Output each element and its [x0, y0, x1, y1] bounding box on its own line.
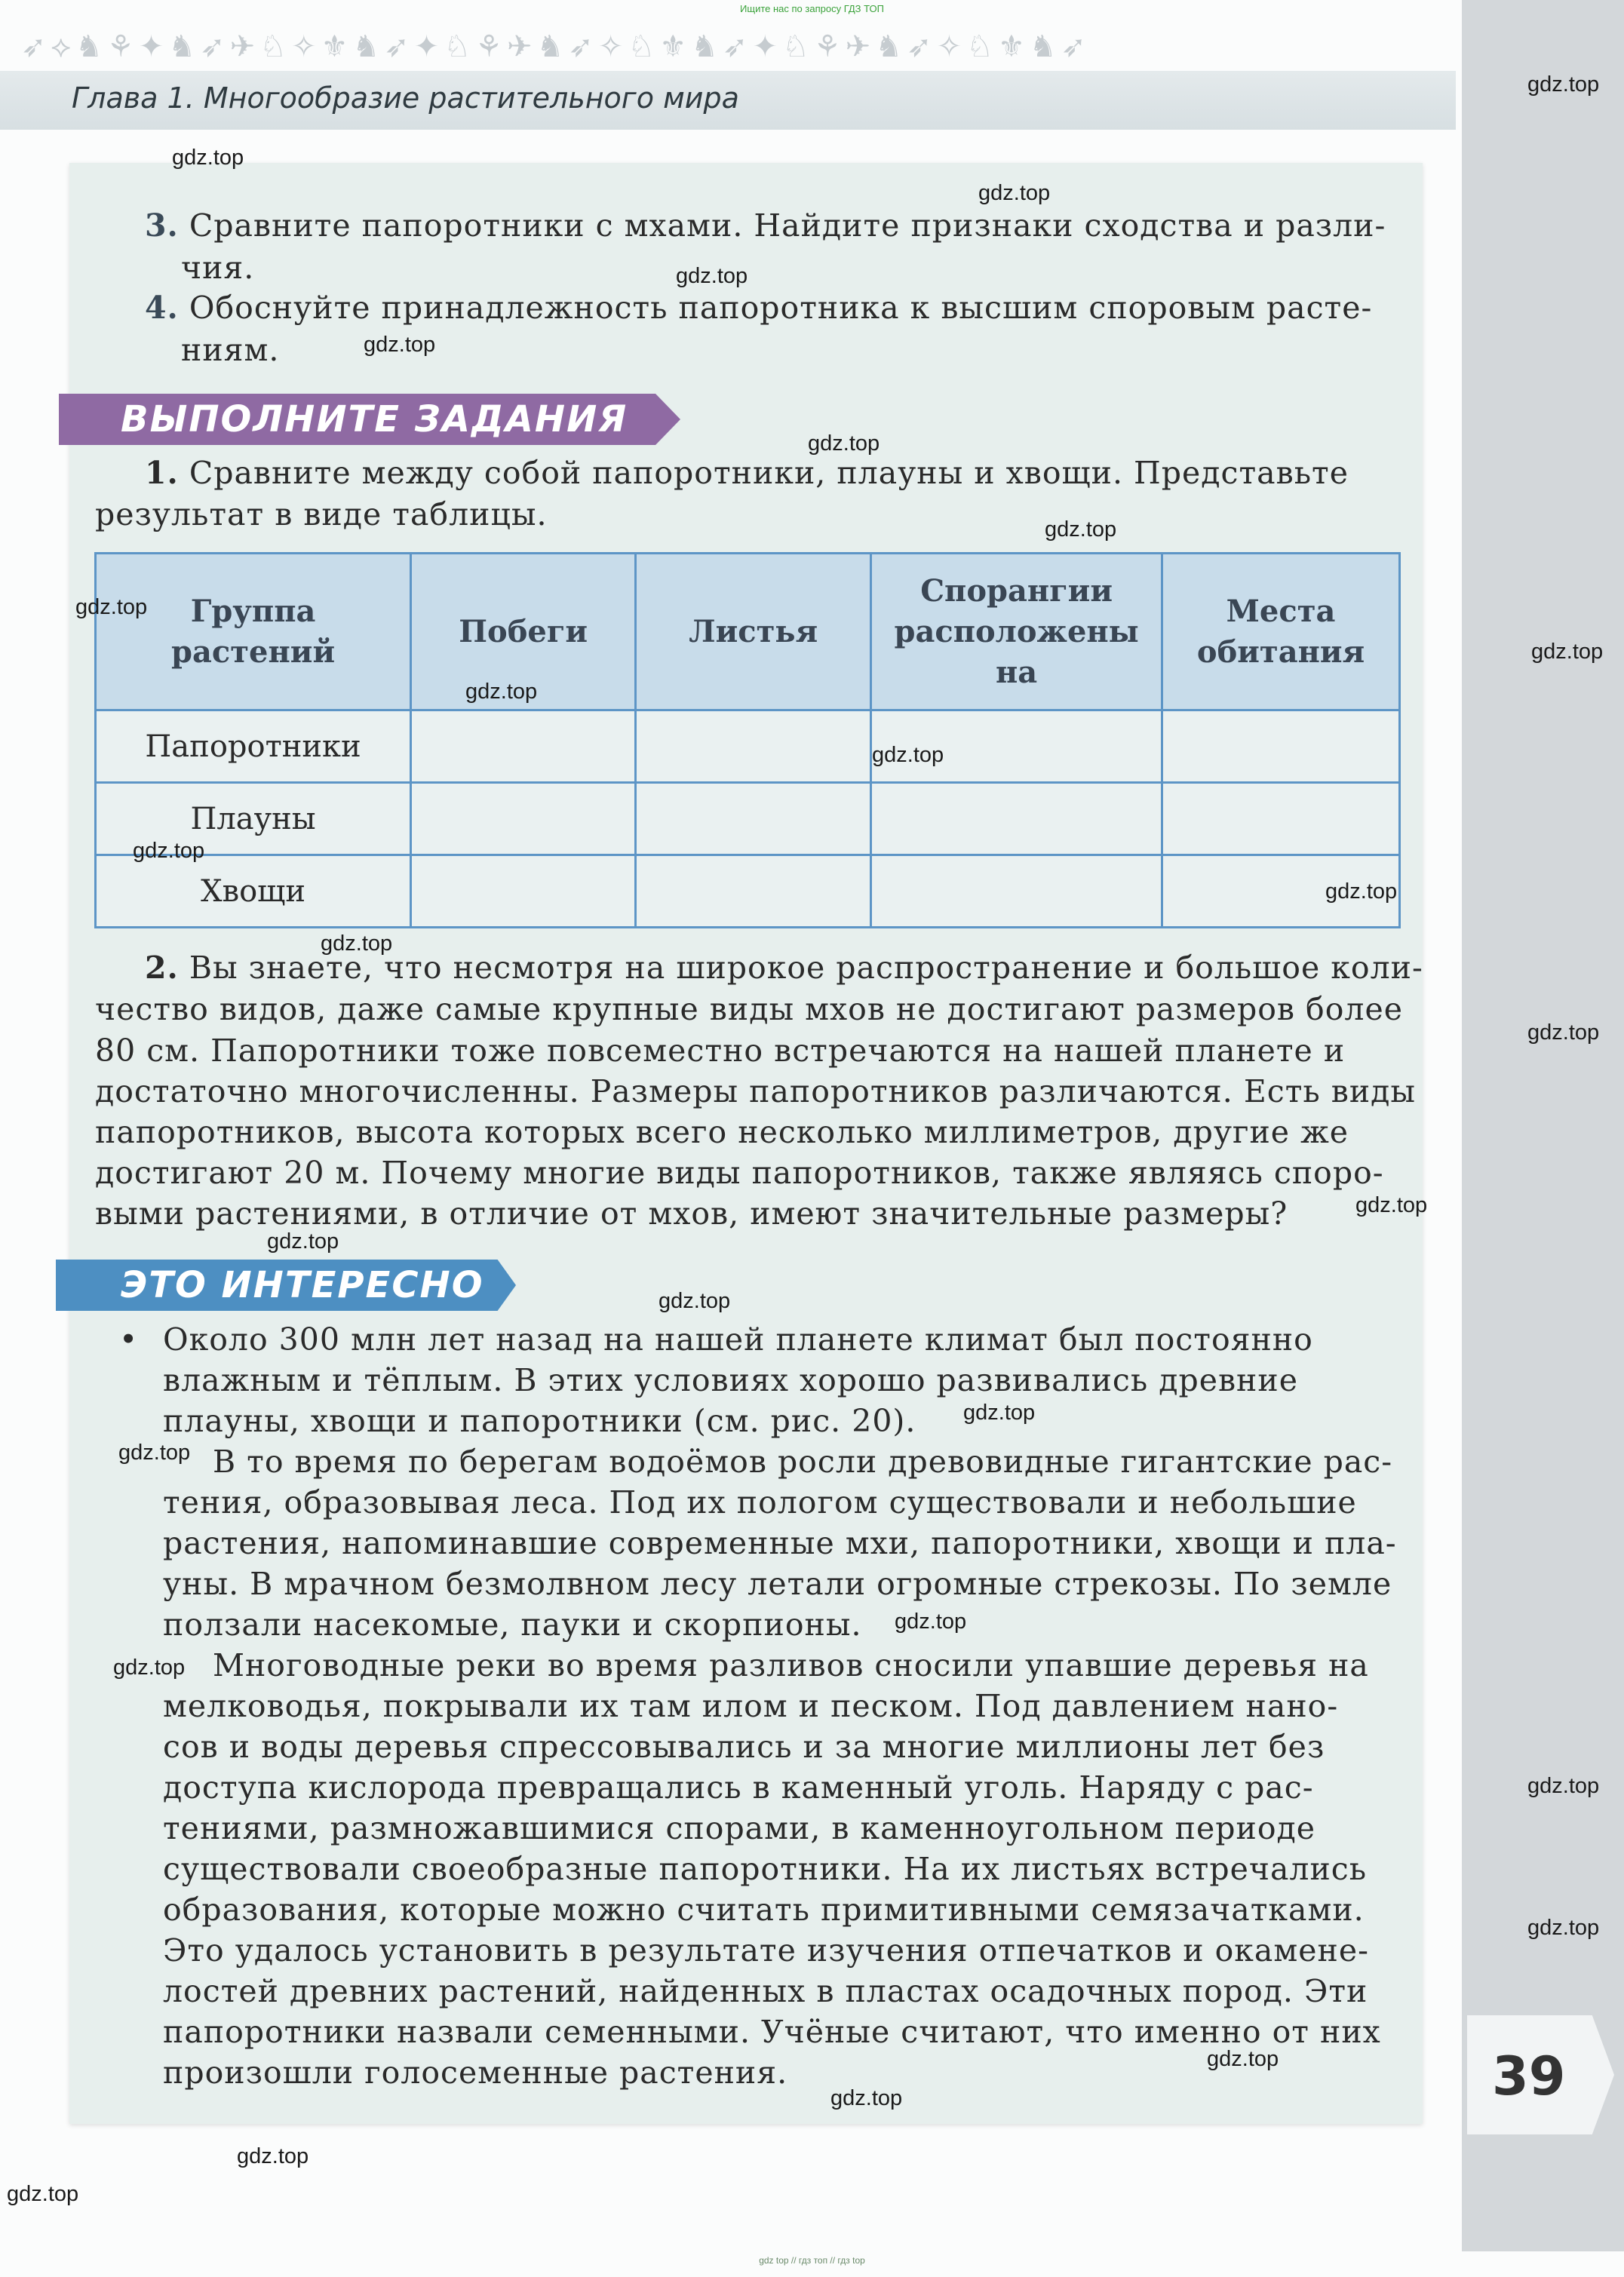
task-1-line-1: 1. Сравните между собой папоротники, плауны и хвощи. Представьте [145, 455, 1349, 491]
watermark: gdz.top [808, 431, 880, 456]
header-leaves: Листья [636, 554, 871, 710]
question-4-line-2: ниям. [181, 332, 280, 368]
task-2-line-5: папоротников, высота которых всего несколько миллиметров, другие же [95, 1114, 1349, 1150]
task-2-line-3: 80 см. Папоротники тоже повсеместно встречаются на нашей планете и [95, 1033, 1346, 1069]
interesting-p2-line-3: растения, напоминавшие современные мхи, папоротники, хвощи и пла- [163, 1525, 1397, 1561]
watermark: gdz.top [267, 1229, 339, 1254]
interesting-p1-line-2: влажным и тёплым. В этих условиях хорошо развивались древние [163, 1362, 1298, 1398]
task-2-line-1: 2. Вы знаете, что несмотря на широкое распространение и большое коли- [145, 950, 1423, 986]
page-margin-strip [1462, 0, 1624, 2251]
watermark: gdz.top [963, 1401, 1036, 1425]
question-3-line-2: чия. [181, 250, 255, 286]
watermark: gdz.top [237, 2144, 309, 2168]
header-sporangia: Спорангии расположены на [871, 554, 1162, 710]
watermark: gdz.top [676, 264, 748, 288]
table-cell [411, 783, 636, 855]
interesting-p3-line-8: Это удалось установить в результате изучения отпечатков и окамене- [163, 1932, 1369, 1969]
table-cell [411, 855, 636, 928]
interesting-p3-line-2: мелководья, покрывали их там илом и песком. Под давлением нано- [163, 1688, 1339, 1724]
watermark: gdz.top [113, 1656, 186, 1680]
interesting-p3-line-11: произошли голосеменные растения. [163, 2055, 788, 2091]
task-2-line-2: чество видов, даже самые крупные виды мхов не достигают размеров более [95, 991, 1403, 1027]
row-label-horsetails: Хвощи [96, 855, 411, 928]
page-number: 39 [1492, 2045, 1566, 2107]
watermark: gdz.top [1045, 517, 1117, 542]
section-title-tasks: ВЫПОЛНИТЕ ЗАДАНИЯ [121, 398, 628, 440]
table-row [96, 855, 1400, 928]
chapter-title: Глава 1. Многообразие растительного мира [72, 81, 739, 115]
interesting-p1-line-3: плауны, хвощи и папоротники (см. рис. 20). [163, 1403, 916, 1439]
watermark: gdz.top [1527, 1774, 1600, 1798]
table-row [96, 783, 1400, 855]
watermark: gdz.top [1531, 640, 1604, 664]
row-label-clubmosses: Плауны [96, 783, 411, 855]
interesting-p2-line-5: ползали насекомые, пауки и скорпионы. [163, 1606, 862, 1643]
interesting-p2-line-1: В то время по берегам водоёмов росли древовидные гигантские рас- [213, 1444, 1393, 1480]
interesting-p3-line-9: лостей древних растений, найденных в пластах осадочных пород. Эти [163, 1973, 1368, 2009]
watermark: gdz.top [172, 146, 244, 170]
task-2-line-7: выми растениями, в отличие от мхов, имеют значительные размеры? [95, 1195, 1288, 1232]
footer-note: gdz top // гдз топ // гдз top [759, 2255, 865, 2266]
watermark: gdz.top [1355, 1193, 1428, 1217]
watermark: gdz.top [465, 680, 538, 704]
animal-silhouettes-decoration: ➶ ⟡ ♞ ⚘ ✦ ♞ ➶ ✈ ♘ ✧ ⚜ ♞ ➶ ✦ ♘ ⚘ ✈ ♞ ➶ ✧ ♘ ⚜ ♞ ➶ ✦ ♘ ⚘ ✈ ♞ ➶ ✧ ♘ ⚜ ♞ ➶ [21, 29, 1087, 64]
section-title-interesting: ЭТО ИНТЕРЕСНО [121, 1264, 484, 1306]
watermark: gdz.top [7, 2182, 79, 2206]
table-cell [411, 710, 636, 783]
watermark: gdz.top [978, 181, 1051, 205]
table-cell [1162, 710, 1400, 783]
task-1-line-2: результат в виде таблицы. [95, 496, 548, 532]
task-2-line-4: достаточно многочисленны. Размеры папоротников различаются. Есть виды [95, 1073, 1417, 1109]
watermark: gdz.top [659, 1289, 731, 1313]
table-cell [1162, 783, 1400, 855]
interesting-p3-line-3: сов и воды деревья спрессовывались и за многие миллионы лет без [163, 1729, 1325, 1765]
watermark: gdz.top [895, 1610, 967, 1634]
question-4-line-1: 4. Обоснуйте принадлежность папоротника к высшим споровым расте- [145, 290, 1373, 326]
watermark: gdz.top [321, 931, 393, 956]
header-habitats: Места обитания [1162, 554, 1400, 710]
interesting-p1-line-1: Около 300 млн лет назад на нашей планете климат был постоянно [163, 1321, 1313, 1358]
interesting-p3-line-4: доступа кислорода превращались в каменный уголь. Наряду с рас- [163, 1769, 1314, 1806]
interesting-p3-line-6: существовали своеобразные папоротники. На их листьях встречались [163, 1851, 1368, 1887]
watermark: gdz.top [364, 333, 436, 357]
watermark: gdz.top [133, 839, 205, 863]
question-3-line-1: 3. Сравните папоротники с мхами. Найдите признаки сходства и разли- [145, 207, 1386, 244]
header-plant-group: Группа растений [96, 554, 411, 710]
watermark: gdz.top [1527, 72, 1600, 97]
header-shoots: Побеги [411, 554, 636, 710]
table-row [96, 710, 1400, 783]
row-label-ferns: Папоротники [96, 710, 411, 783]
interesting-p3-line-1: Многоводные реки во время разливов сносили упавшие деревья на [213, 1647, 1369, 1683]
table-cell [636, 710, 871, 783]
watermark: gdz.top [1527, 1020, 1600, 1045]
interesting-p2-line-2: тения, образовывая леса. Под их пологом существовали и небольшие [163, 1484, 1357, 1521]
table-cell [871, 783, 1162, 855]
table-header-row [96, 554, 1400, 710]
watermark: gdz.top [1325, 879, 1398, 904]
watermark: gdz.top [1527, 1916, 1600, 1940]
watermark: gdz.top [118, 1441, 191, 1465]
watermark: gdz.top [872, 743, 944, 767]
table-cell [636, 783, 871, 855]
interesting-p3-line-7: образования, которые можно считать примитивными семязачатками. [163, 1892, 1365, 1928]
watermark: gdz.top [830, 2086, 903, 2110]
task-2-line-6: достигают 20 м. Почему многие виды папоротников, также являясь споро- [95, 1155, 1384, 1191]
bullet-icon: • [119, 1321, 139, 1358]
interesting-p3-line-5: тениями, размножавшимися спорами, в каменноугольном периоде [163, 1810, 1316, 1846]
interesting-p2-line-4: уны. В мрачном безмолвном лесу летали огромные стрекозы. По земле [163, 1566, 1392, 1602]
watermark: gdz.top [75, 595, 148, 619]
interesting-p3-line-10: папоротники назвали семенными. Учёные считают, что именно от них [163, 2014, 1381, 2050]
comparison-table [94, 552, 1401, 928]
top-note: Ищите нас по запросу ГДЗ ТОП [740, 3, 884, 14]
table-cell [636, 855, 871, 928]
table-cell [871, 855, 1162, 928]
watermark: gdz.top [1207, 2047, 1279, 2071]
